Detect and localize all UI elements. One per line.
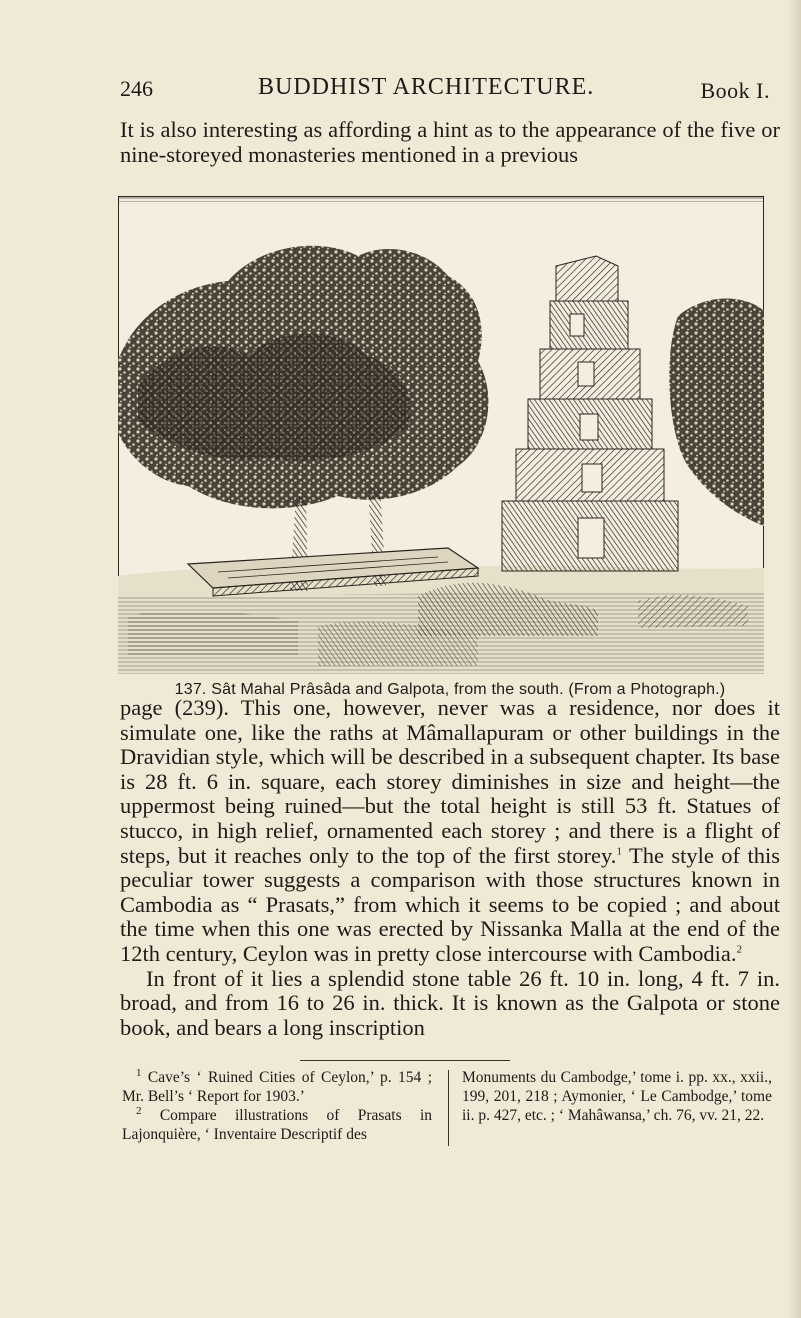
figure-engraving — [118, 196, 764, 674]
intro-paragraph: It is also interesting as affording a hint as to the appearance of the five or nine-storeyed monasteries mentioned in a previous — [120, 117, 780, 167]
book-label: Book I. — [700, 78, 770, 103]
footnote-2 — [122, 1106, 432, 1144]
footnotes-left-column — [122, 1068, 432, 1144]
engraving-illustration — [118, 196, 764, 674]
footnote-2-continued: Monuments du Cambodge,’ tome i. pp. xx., xxii., 199, 201, 218 ; Aymonier, ‘ Le Cambodge,’ tome ii. p. 427, etc. ; ‘ Mahâwansa,’ ch. 76, vv. 21, 22. — [462, 1069, 772, 1124]
footnote-2-marker: 2 — [136, 1104, 142, 1117]
footnote-1-text: Cave’s ‘ Ruined Cities of Ceylon,’ p. 154 ; Mr. Bell’s ‘ Report for 1903.’ — [122, 1069, 432, 1105]
running-title: BUDDHIST ARCHITECTURE. — [258, 74, 595, 100]
body-paragraph-1 — [120, 696, 780, 967]
body-paragraph-2: In front of it lies a splendid stone table 26 ft. 10 in. long, 4 ft. 7 in. broad, and from 16 to 26 in. thick. It is known as the Galpota or stone book, and bears a long inscription — [120, 965, 780, 1040]
running-header — [120, 74, 770, 110]
footnote-ref-1: 1 — [616, 845, 622, 858]
footnote-1-marker: 1 — [136, 1066, 142, 1079]
figure-caption: 137. Sât Mahal Prâsâda and Galpota, from the south. (From a Photograph.) — [174, 681, 726, 698]
footnote-ref-2: 2 — [736, 943, 743, 956]
footnote-1 — [122, 1068, 432, 1106]
body-paragraph-1-part-1: page (239). This one, however, never was a residence, nor does it simulate one, like the raths at Mâmallapuram or other buildings in the Dravidian style, which will be described in a subsequent chapter. Its base is 28 ft. 6 in. square, each storey diminishes in size and height—the uppermost being ruined—but the total height is still 53 ft. Statues of stucco, in high relief, ornamented each storey ; and there is a flight of steps, but it reaches only to the top of the first storey. — [120, 695, 780, 868]
footnote-2-text: Compare illustrations of Prasats in Lajonquière, ‘ Inventaire Descriptif des — [122, 1107, 432, 1143]
page-number: 246 — [120, 76, 153, 101]
footnote-rule — [300, 1060, 510, 1061]
page-edge-shadow — [787, 0, 801, 1318]
body-paragraph-1-part-2: The style of this peculiar tower suggests a comparison with those structures known in Cambodia as “ Prasats,” from which it seems to be copied ; and about the time when this one was erected by Nissanka Malla at the end of the 12th century, Ceylon was in pretty close intercourse with Cambodia. — [120, 842, 780, 966]
body-text — [120, 696, 780, 1040]
footnote-column-divider — [448, 1070, 449, 1146]
footnotes-right-column — [462, 1068, 772, 1125]
